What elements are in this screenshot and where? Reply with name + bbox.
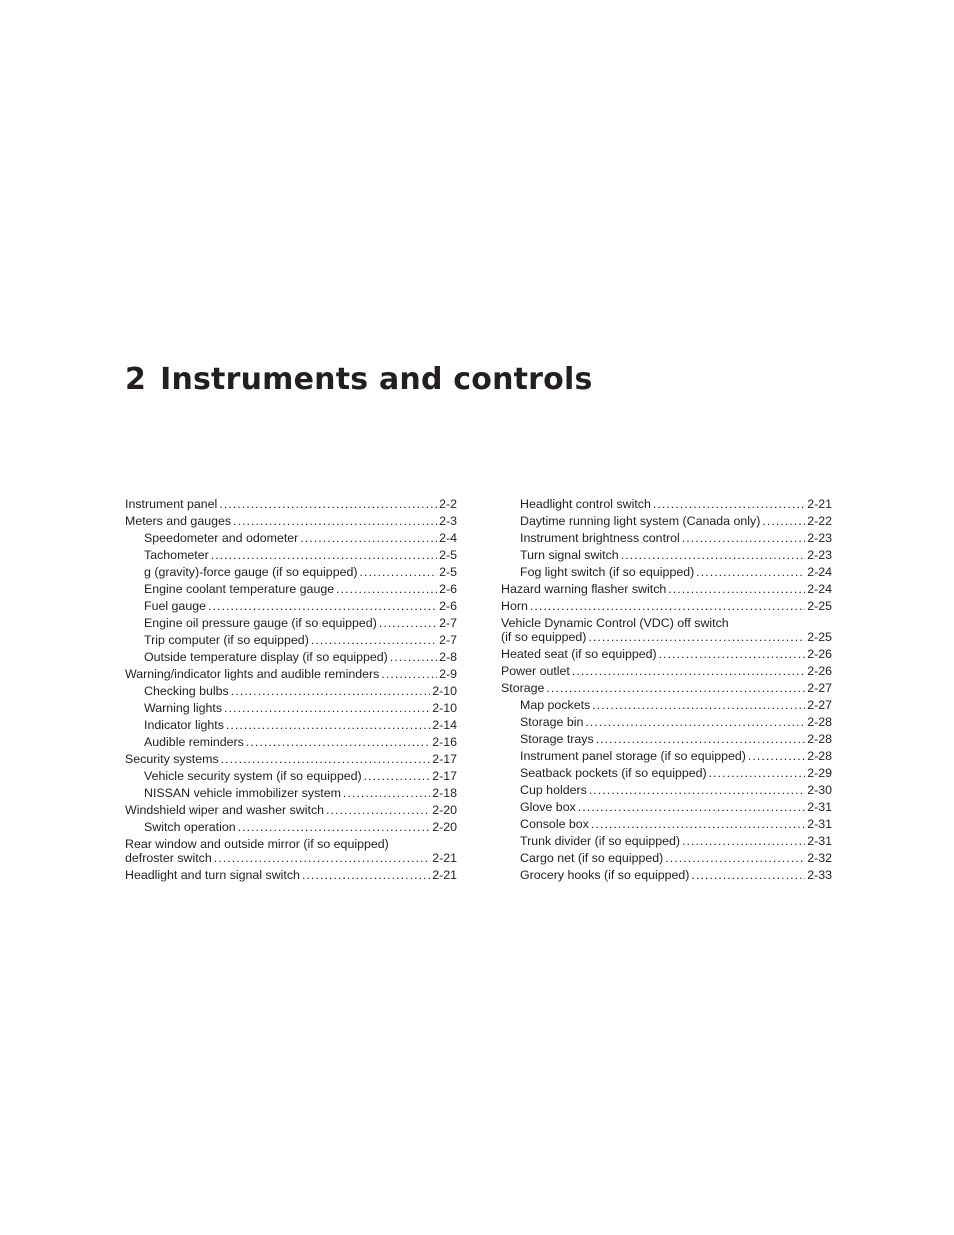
toc-entry-page: 2-20: [432, 820, 457, 834]
toc-entry[interactable]: [501, 782, 832, 799]
toc-left-column: [125, 496, 457, 884]
dot-leader: [233, 513, 437, 530]
toc-entry-page: 2-2: [439, 497, 457, 511]
dot-leader: [682, 833, 805, 850]
dot-leader: [226, 717, 430, 734]
toc-entry-page: 2-30: [807, 783, 832, 797]
dot-leader: [302, 867, 430, 884]
toc-entry-title: Outside temperature display (if so equipped): [144, 650, 388, 664]
toc-entry-title: Speedometer and odometer: [144, 531, 299, 545]
dot-leader: [588, 629, 805, 646]
dot-leader: [682, 530, 805, 547]
dot-leader: [585, 714, 805, 731]
toc-entry-title: Switch operation: [144, 820, 236, 834]
toc-entry-page: 2-7: [439, 616, 457, 630]
toc-entry[interactable]: [501, 663, 832, 680]
toc-entry-title: Indicator lights: [144, 718, 224, 732]
toc-entry-page: 2-16: [432, 735, 457, 749]
dot-leader: [591, 816, 805, 833]
toc-entry-title-line1: Vehicle Dynamic Control (VDC) off switch: [501, 616, 729, 630]
dot-leader: [208, 598, 437, 615]
dot-leader: [246, 734, 430, 751]
toc-entry[interactable]: [125, 751, 457, 768]
toc-entry-title: (if so equipped): [501, 630, 587, 644]
toc-entry-page: 2-17: [432, 769, 457, 783]
dot-leader: [224, 700, 430, 717]
toc-entry-page: 2-10: [432, 701, 457, 715]
toc-entry[interactable]: [125, 615, 457, 632]
toc-entry[interactable]: [501, 867, 832, 884]
toc-entry[interactable]: [501, 680, 832, 697]
toc-entry-page: 2-18: [432, 786, 457, 800]
dot-leader: [343, 785, 430, 802]
toc-entry[interactable]: [125, 496, 457, 513]
toc-entry-page: 2-24: [807, 582, 832, 596]
toc-entry-page: 2-5: [439, 548, 457, 562]
toc-entry[interactable]: [501, 697, 832, 714]
toc-entry[interactable]: [501, 530, 832, 547]
toc-entry-page: 2-23: [807, 548, 832, 562]
toc-entry[interactable]: [501, 731, 832, 748]
toc-entry[interactable]: [125, 802, 457, 819]
dot-leader: [592, 697, 805, 714]
toc-entry[interactable]: [501, 547, 832, 564]
chapter-number: 2: [125, 362, 147, 397]
dot-leader: [300, 530, 437, 547]
toc-entry-title: Horn: [501, 599, 528, 613]
dot-leader: [381, 666, 437, 683]
toc-entry-page: 2-7: [439, 633, 457, 647]
toc-entry[interactable]: [501, 799, 832, 816]
toc-entry[interactable]: [501, 646, 832, 663]
chapter-title-text: Instruments and controls: [160, 362, 593, 397]
toc-entry-page: 2-28: [807, 715, 832, 729]
dot-leader: [238, 819, 431, 836]
dot-leader: [326, 802, 430, 819]
toc-entry[interactable]: [501, 850, 832, 867]
toc-entry-title: Instrument brightness control: [520, 531, 680, 545]
toc-entry[interactable]: [125, 785, 457, 802]
toc-entry-title: Trip computer (if so equipped): [144, 633, 309, 647]
toc-entry-page: 2-31: [807, 800, 832, 814]
toc-entry[interactable]: [501, 714, 832, 731]
toc-entry[interactable]: [125, 530, 457, 547]
toc-entry[interactable]: [501, 629, 832, 646]
toc-entry-title: Map pockets: [520, 698, 591, 712]
toc-entry-title: Engine coolant temperature gauge: [144, 582, 335, 596]
dot-leader: [546, 680, 805, 697]
dot-leader: [311, 632, 437, 649]
toc-entry-title: Fuel gauge: [144, 599, 207, 613]
toc-entry-title: Storage trays: [520, 732, 594, 746]
toc-entry-title: Tachometer: [144, 548, 209, 562]
toc-entry-title: Meters and gauges: [125, 514, 232, 528]
toc-entry-title: Storage: [501, 681, 545, 695]
toc-entry-title: Grocery hooks (if so equipped): [520, 868, 690, 882]
toc-entry-title: Headlight control switch: [520, 497, 651, 511]
toc-entry-page: 2-27: [807, 681, 832, 695]
toc-entry-page: 2-9: [439, 667, 457, 681]
toc-entry-title: Trunk divider (if so equipped): [520, 834, 681, 848]
toc-entry-page: 2-24: [807, 565, 832, 579]
toc-entry-title: Console box: [520, 817, 589, 831]
toc-entry-page: 2-5: [439, 565, 457, 579]
toc-entry-title: Fog light switch (if so equipped): [520, 565, 695, 579]
toc-entry-title: Engine oil pressure gauge (if so equipped): [144, 616, 377, 630]
dot-leader: [214, 850, 430, 867]
dot-leader: [596, 731, 805, 748]
dot-leader: [691, 867, 805, 884]
dot-leader: [530, 598, 805, 615]
dot-leader: [379, 615, 437, 632]
dot-leader: [589, 782, 805, 799]
toc-entry[interactable]: [125, 867, 457, 884]
toc-entry-page: 2-21: [432, 851, 457, 865]
toc-entry-page: 2-23: [807, 531, 832, 545]
toc-entry[interactable]: [125, 513, 457, 530]
toc-entry-page: 2-3: [439, 514, 457, 528]
toc-entry[interactable]: [125, 564, 457, 581]
toc-entry-page: 2-33: [807, 868, 832, 882]
toc-entry-title: Cup holders: [520, 783, 587, 797]
toc-entry-title: Daytime running light system (Canada only): [520, 514, 761, 528]
dot-leader: [709, 765, 806, 782]
toc-entry[interactable]: [501, 833, 832, 850]
toc-entry[interactable]: [125, 819, 457, 836]
dot-leader: [653, 496, 805, 513]
dot-leader: [748, 748, 805, 765]
toc-entry[interactable]: [125, 598, 457, 615]
toc-entry-page: 2-28: [807, 732, 832, 746]
toc-entry-page: 2-14: [432, 718, 457, 732]
toc-entry[interactable]: [125, 632, 457, 649]
toc-entry-title: Glove box: [520, 800, 576, 814]
toc-right-column: [501, 496, 832, 884]
toc-entry[interactable]: [501, 496, 832, 513]
toc-entry-title: g (gravity)-force gauge (if so equipped): [144, 565, 358, 579]
dot-leader: [668, 581, 805, 598]
toc-entry[interactable]: [501, 598, 832, 615]
toc-entry-title: Checking bulbs: [144, 684, 229, 698]
toc-entry-page: 2-22: [807, 514, 832, 528]
toc-entry-page: 2-6: [439, 599, 457, 613]
toc-entry-title-line1: Rear window and outside mirror (if so equipped): [125, 837, 389, 851]
toc-entry-title: Instrument panel storage (if so equipped): [520, 749, 746, 763]
toc-entry-page: 2-32: [807, 851, 832, 865]
toc-entry-title: Storage bin: [520, 715, 584, 729]
toc-entry-page: 2-28: [807, 749, 832, 763]
toc-entry[interactable]: [501, 765, 832, 782]
toc-entry-title: Windshield wiper and washer switch: [125, 803, 325, 817]
toc-entry[interactable]: [501, 564, 832, 581]
toc-entry-page: 2-25: [807, 599, 832, 613]
toc-entry-page: 2-26: [807, 647, 832, 661]
toc-entry[interactable]: [501, 748, 832, 765]
dot-leader: [390, 649, 437, 666]
toc-entry-page: 2-31: [807, 817, 832, 831]
toc-entry-page: 2-21: [432, 868, 457, 882]
dot-leader: [364, 768, 431, 785]
toc-entry-title: Warning lights: [144, 701, 223, 715]
toc-entry[interactable]: [501, 513, 832, 530]
dot-leader: [231, 683, 430, 700]
toc-entry[interactable]: [125, 649, 457, 666]
toc-entry-page: 2-26: [807, 664, 832, 678]
toc-entry[interactable]: [125, 768, 457, 785]
toc-entry-page: 2-21: [807, 497, 832, 511]
toc-entry[interactable]: [125, 547, 457, 564]
dot-leader: [665, 850, 805, 867]
toc-entry-title: defroster switch: [125, 851, 212, 865]
dot-leader: [659, 646, 806, 663]
toc-entry-page: 2-8: [439, 650, 457, 664]
toc-entry[interactable]: [125, 581, 457, 598]
dot-leader: [762, 513, 805, 530]
toc-entry-page: 2-4: [439, 531, 457, 545]
toc-entry-title: Hazard warning flasher switch: [501, 582, 667, 596]
toc-entry[interactable]: [125, 717, 457, 734]
toc-entry[interactable]: [501, 816, 832, 833]
dot-leader: [696, 564, 805, 581]
dot-leader: [572, 663, 805, 680]
toc-entry-title: Heated seat (if so equipped): [501, 647, 657, 661]
dot-leader: [219, 496, 437, 513]
toc-entry-page: 2-10: [432, 684, 457, 698]
toc-entry-page: 2-6: [439, 582, 457, 596]
toc-entry-title: Headlight and turn signal switch: [125, 868, 300, 882]
toc-entry[interactable]: [125, 850, 457, 867]
toc-entry[interactable]: [125, 700, 457, 717]
toc-entry-page: 2-20: [432, 803, 457, 817]
toc-entry-title: Cargo net (if so equipped): [520, 851, 664, 865]
toc-entry[interactable]: [125, 666, 457, 683]
toc-entry-title: Vehicle security system (if so equipped): [144, 769, 362, 783]
toc-entry-title: Instrument panel: [125, 497, 218, 511]
toc-entry[interactable]: [125, 734, 457, 751]
toc-entry-title: Warning/indicator lights and audible reminders: [125, 667, 380, 681]
dot-leader: [336, 581, 437, 598]
toc-entry-title: Seatback pockets (if so equipped): [520, 766, 707, 780]
toc-entry-page: 2-27: [807, 698, 832, 712]
toc-entry[interactable]: [501, 581, 832, 598]
dot-leader: [221, 751, 431, 768]
toc-entry-page: 2-25: [807, 630, 832, 644]
dot-leader: [621, 547, 805, 564]
toc-entry-page: 2-31: [807, 834, 832, 848]
dot-leader: [360, 564, 438, 581]
toc-entry-title: Power outlet: [501, 664, 570, 678]
toc-entry-page: 2-17: [432, 752, 457, 766]
toc-entry-title: Audible reminders: [144, 735, 244, 749]
dot-leader: [211, 547, 437, 564]
chapter-title: [125, 362, 593, 397]
toc-entry-title: NISSAN vehicle immobilizer system: [144, 786, 341, 800]
toc-entry-page: 2-29: [807, 766, 832, 780]
toc-entry-title: Turn signal switch: [520, 548, 619, 562]
toc-entry[interactable]: [125, 683, 457, 700]
toc-entry-title: Security systems: [125, 752, 219, 766]
dot-leader: [578, 799, 805, 816]
